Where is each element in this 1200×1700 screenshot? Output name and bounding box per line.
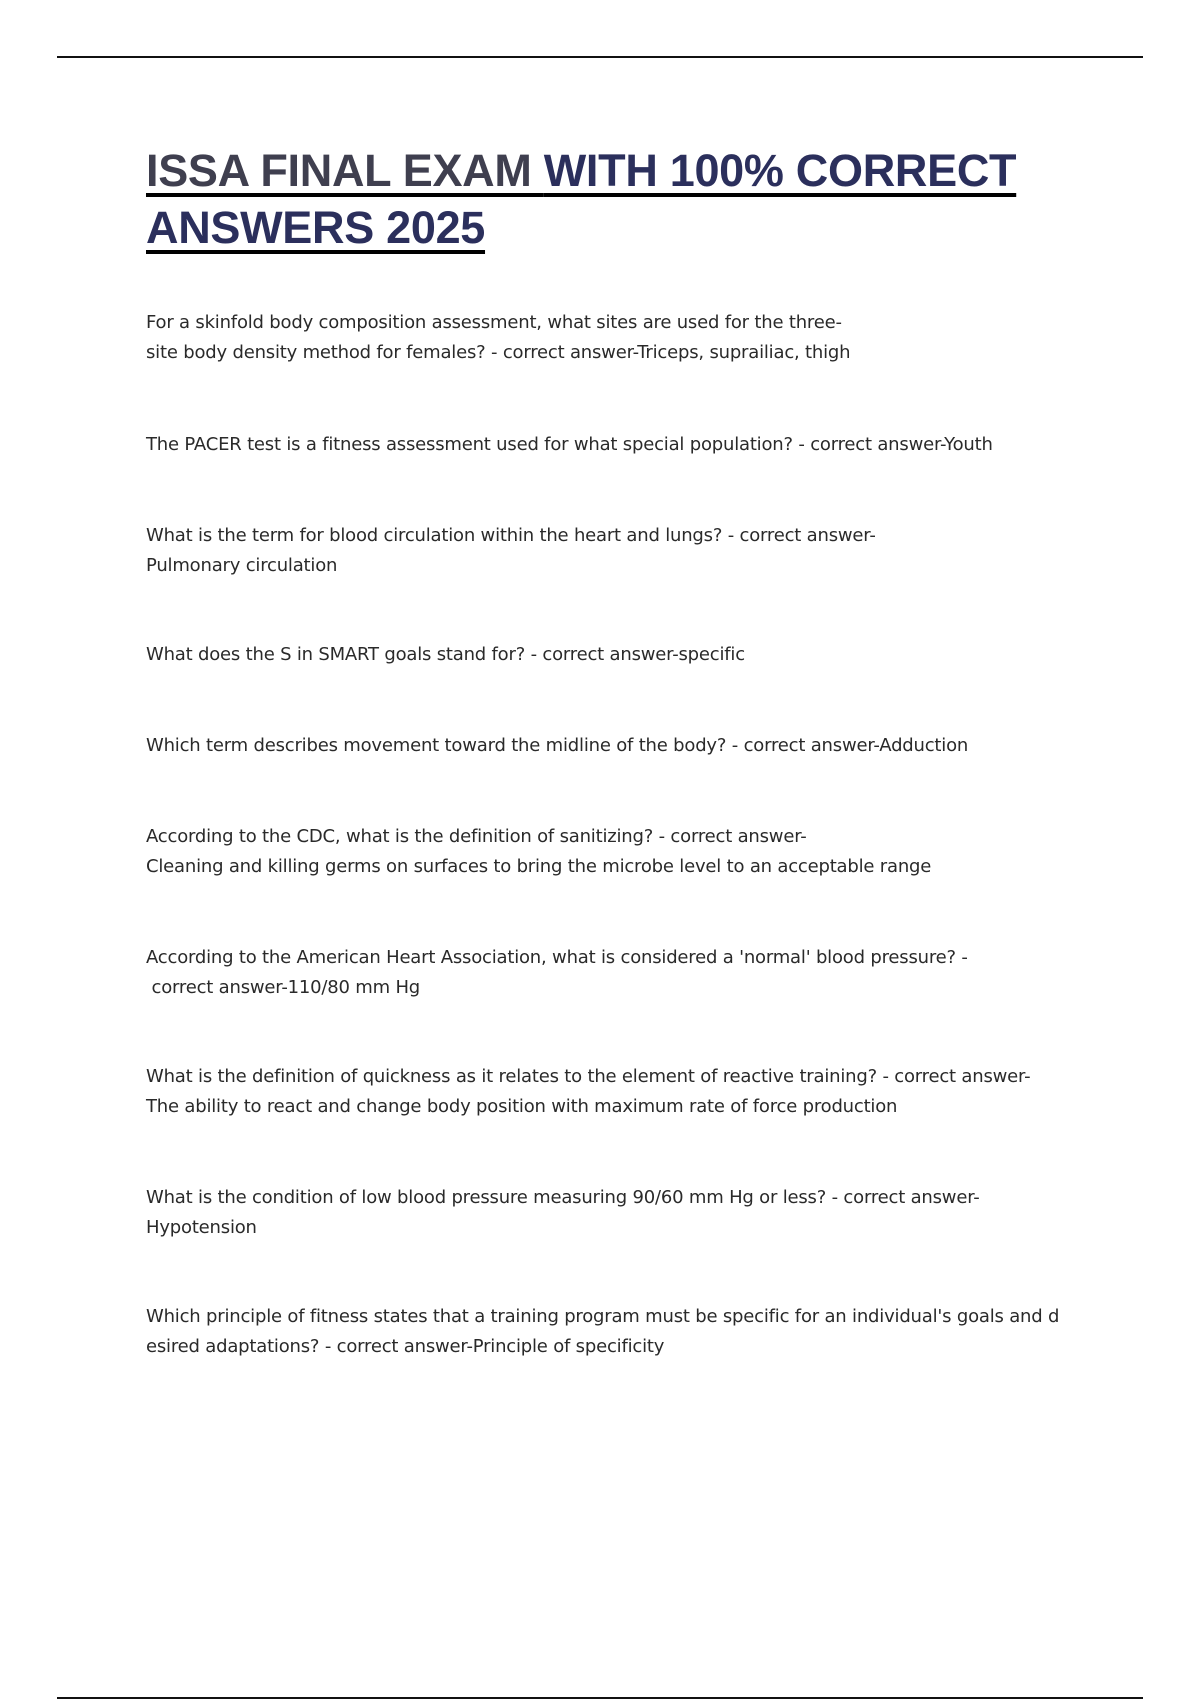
title-part-1: ISSA FINAL EXAM xyxy=(146,145,544,196)
qa-item xyxy=(146,1183,1126,1243)
qa-line: Which term describes movement toward the midline of the body? - correct answer-Adduction xyxy=(146,735,969,756)
top-rule xyxy=(57,56,1143,58)
qa-line: correct answer-110/80 mm Hg xyxy=(146,977,421,998)
qa-line: Which principle of fitness states that a training program must be specific for an individual's goals and d xyxy=(146,1306,1060,1327)
qa-item xyxy=(146,1302,1126,1362)
qa-item xyxy=(146,1062,1126,1122)
qa-item xyxy=(146,731,1126,761)
qa-line: What does the S in SMART goals stand for? - correct answer-specific xyxy=(146,644,745,665)
qa-line: site body density method for females? - correct answer-Triceps, suprailiac, thigh xyxy=(146,342,851,363)
qa-line: According to the CDC, what is the definition of sanitizing? - correct answer- xyxy=(146,826,807,847)
qa-line: Cleaning and killing germs on surfaces to bring the microbe level to an acceptable range xyxy=(146,856,932,877)
qa-item xyxy=(146,521,1126,581)
qa-item xyxy=(146,822,1126,882)
qa-line: The PACER test is a fitness assessment used for what special population? - correct answer-Youth xyxy=(146,434,993,455)
qa-item xyxy=(146,308,1126,368)
qa-item xyxy=(146,943,1126,1003)
qa-line: esired adaptations? - correct answer-Principle of specificity xyxy=(146,1336,665,1357)
title-part-2: WITH 100% CORRECT ANSWERS 2025 xyxy=(146,145,1017,253)
qa-line: According to the American Heart Association, what is considered a 'normal' blood pressure? - xyxy=(146,947,968,968)
qa-line: Pulmonary circulation xyxy=(146,555,338,576)
qa-line: For a skinfold body composition assessment, what sites are used for the three- xyxy=(146,312,842,333)
qa-line: What is the term for blood circulation within the heart and lungs? - correct answer- xyxy=(146,525,876,546)
qa-item xyxy=(146,430,1126,460)
qa-item xyxy=(146,640,1126,670)
qa-line: Hypotension xyxy=(146,1217,257,1238)
qa-line: The ability to react and change body position with maximum rate of force production xyxy=(146,1096,898,1117)
qa-line: What is the condition of low blood pressure measuring 90/60 mm Hg or less? - correct answer- xyxy=(146,1187,980,1208)
document-title xyxy=(146,142,1106,256)
qa-line: What is the definition of quickness as it relates to the element of reactive training? - correct answer- xyxy=(146,1066,1031,1087)
bottom-rule xyxy=(57,1697,1143,1699)
